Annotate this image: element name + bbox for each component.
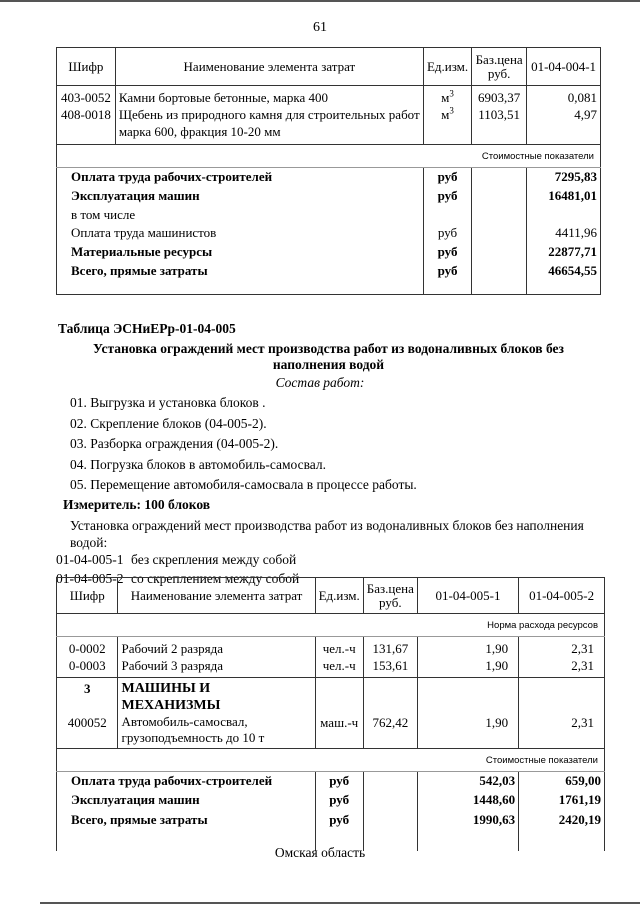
header-code: Шифр (57, 578, 118, 614)
cost-row (57, 243, 601, 262)
row-price: 153,61 (363, 657, 417, 677)
table-row (57, 86, 601, 107)
resource-table-01-04-004 (56, 47, 601, 295)
cost-name: Оплата труда машинистов (57, 224, 424, 243)
cost-name: Материальные ресурсы (57, 243, 424, 262)
cost-name: в том числе (57, 206, 424, 224)
section-label-cost: Стоимостные показатели (57, 748, 605, 771)
row-value-2: 2,31 (519, 657, 605, 677)
cost-unit: руб (315, 771, 363, 791)
row-unit: чел.-ч (315, 637, 363, 658)
cost-name: Эксплуатация машин (57, 187, 424, 206)
table-row (57, 106, 601, 145)
cost-value-1: 1990,63 (417, 811, 518, 831)
row-value-1: 0,081 (527, 86, 601, 107)
header-col-2: 01-04-005-2 (519, 578, 605, 614)
table-row (57, 637, 605, 658)
variant-text: без скрепления между собой (131, 552, 297, 567)
section-label-norm: Норма расхода ресурсов (57, 614, 605, 637)
group-name: МАШИНЫ И МЕХАНИЗМЫ (118, 677, 315, 714)
row-unit: маш.-ч (315, 714, 363, 749)
row-name: Камни бортовые бетонные, марка 400 (115, 86, 423, 107)
cost-row (57, 771, 605, 791)
row-value-1: 1,90 (417, 637, 518, 658)
variant-code: 01-04-005-1 (56, 552, 124, 567)
work-step: 02. Скрепление блоков (04-005-2). (70, 416, 267, 431)
cost-value-1: 542,03 (417, 771, 518, 791)
cost-unit: руб (423, 168, 471, 187)
row-price: 6903,37 (472, 86, 527, 107)
meter: Измеритель: 100 блоков (63, 497, 211, 512)
cost-unit: руб (423, 187, 471, 206)
page-edge-top (0, 0, 640, 2)
page-edge-bottom (40, 902, 640, 904)
row-value-2: 2,31 (519, 637, 605, 658)
cost-value-1: 16481,01 (527, 187, 601, 206)
header-code: Шифр (57, 48, 116, 86)
cost-row (57, 262, 601, 281)
row-unit: $м^3$ (423, 86, 471, 107)
cost-name: Всего, прямые затраты (57, 262, 424, 281)
composition-label: Состав работ: (275, 375, 365, 390)
table-row (57, 657, 605, 677)
row-name: Автомобиль-самосвал, грузоподъемность до 10 т (118, 714, 315, 749)
cost-value-1: 4411,96 (527, 224, 601, 243)
header-price: Баз.цена руб. (472, 48, 527, 86)
row-price: 762,42 (363, 714, 417, 749)
row-name: Рабочий 2 разряда (118, 637, 315, 658)
cost-unit: руб (423, 224, 471, 243)
variant-code: 01-04-005-2 (56, 571, 124, 586)
row-unit: $м^3$ (423, 106, 471, 145)
work-step: 05. Перемещение автомобиля-самосвала в процессе работы. (70, 477, 417, 492)
row-price: 131,67 (363, 637, 417, 658)
variant-text: со скреплением между собой (131, 571, 300, 586)
cost-name: Всего, прямые затраты (57, 811, 316, 831)
description: Установка ограждений мест производства работ из водоналивных блоков без наполнения (70, 518, 584, 533)
section-label-cost: Стоимостные показатели (57, 145, 601, 168)
description-cont: водой: (70, 535, 108, 550)
cost-value-1: 7295,83 (527, 168, 601, 187)
cost-unit: руб (423, 262, 471, 281)
header-price: Баз.цена руб. (363, 578, 417, 614)
cost-value-1: 46654,55 (527, 262, 601, 281)
work-step: 03. Разборка ограждения (04-005-2). (70, 436, 279, 451)
row-value-1: 1,90 (417, 714, 518, 749)
row-value-2: 2,31 (519, 714, 605, 749)
footer-region: Омская область (274, 845, 366, 860)
cost-row (57, 224, 601, 243)
header-col-1: 01-04-005-1 (417, 578, 518, 614)
cost-unit: руб (423, 243, 471, 262)
row-code: 0-0003 (57, 657, 118, 677)
group-code: 3 (57, 677, 118, 714)
header-unit: Ед.изм. (315, 578, 363, 614)
row-code: 403-0052 (57, 86, 116, 107)
cost-unit (423, 206, 471, 224)
cost-name: Эксплуатация машин (57, 791, 316, 811)
table-id: Таблица ЭСНиЕРр-01-04-005 (58, 321, 236, 336)
cost-value-1: 22877,71 (527, 243, 601, 262)
cost-value-2: 659,00 (519, 771, 605, 791)
row-code: 0-0002 (57, 637, 118, 658)
row-code: 408-0018 (57, 106, 116, 145)
row-value-1: 4,97 (527, 106, 601, 145)
work-step: 04. Погрузка блоков в автомобиль-самосвал. (70, 457, 327, 472)
work-step: 01. Выгрузка и установка блоков . (70, 395, 266, 410)
header-name: Наименование элемента затрат (118, 578, 315, 614)
cost-unit: руб (315, 811, 363, 831)
cost-row (57, 187, 601, 206)
row-price: 1103,51 (472, 106, 527, 145)
cost-value-1 (527, 206, 601, 224)
header-unit: Ед.изм. (423, 48, 471, 86)
section-title: Установка ограждений мест производства работ из водоналивных блоков без наполнения водой (93, 341, 564, 372)
header-name: Наименование элемента затрат (115, 48, 423, 86)
cost-row (57, 206, 601, 224)
cost-row (57, 791, 605, 811)
group-row (57, 677, 605, 714)
cost-value-2: 2420,19 (519, 811, 605, 831)
resource-table-01-04-005 (56, 577, 605, 851)
table-row (57, 714, 605, 749)
row-code: 400052 (57, 714, 118, 749)
cost-value-1: 1448,60 (417, 791, 518, 811)
cost-unit: руб (315, 791, 363, 811)
row-value-1: 1,90 (417, 657, 518, 677)
cost-value-2: 1761,19 (519, 791, 605, 811)
page-number: 61 (313, 20, 327, 35)
cost-name: Оплата труда рабочих-строителей (57, 168, 424, 187)
row-unit: чел.-ч (315, 657, 363, 677)
cost-row (57, 168, 601, 187)
cost-row (57, 811, 605, 831)
cost-name: Оплата труда рабочих-строителей (57, 771, 316, 791)
header-col-1: 01-04-004-1 (527, 48, 601, 86)
row-name: Щебень из природного камня для строительных работ марка 600, фракция 10-20 мм (115, 106, 423, 145)
row-name: Рабочий 3 разряда (118, 657, 315, 677)
